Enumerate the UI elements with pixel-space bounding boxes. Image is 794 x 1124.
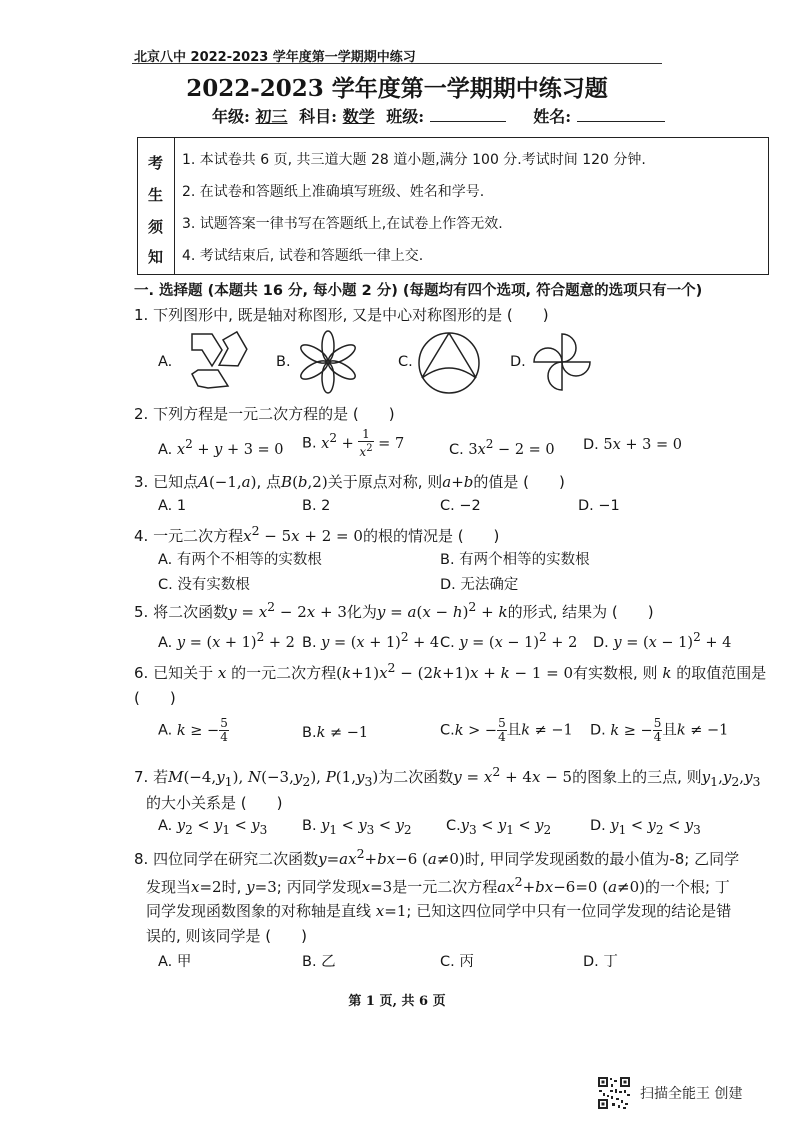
q7-option-a-label: A. — [158, 818, 173, 834]
q7-option-b: B. $y_1 < y_3 < y_2$ — [302, 818, 412, 837]
q2-option-d-label: D. — [583, 437, 599, 453]
q5-option-c-label: C. — [440, 634, 455, 651]
q6-stem-mid2: 有实数根, 则 — [573, 664, 658, 682]
q5-stem-mid: 化为 — [346, 603, 377, 621]
q8-option-c: C. 丙 — [440, 954, 474, 970]
q7-stem-mid: 为二次函数 — [378, 768, 454, 786]
q2-option-c-label: C. — [449, 441, 464, 458]
q7-stem-mid2: 的图象上的三点, 则 — [572, 768, 702, 786]
q1-figure-b-flower — [295, 329, 361, 395]
q4-option-a: A. 有两个不相等的实数根 — [158, 552, 322, 568]
q6-option-c-label: C. — [440, 722, 455, 739]
notice-side-label — [138, 138, 175, 274]
grade-value: 初三 — [255, 107, 288, 126]
notice-side-char: 须 — [148, 218, 164, 236]
q6-stem-mid: 的一元二次方程 — [231, 664, 337, 682]
q8-option-b: B. 乙 — [302, 954, 336, 970]
class-label: 班级: — [386, 107, 425, 126]
q6-option-b-label: B. — [302, 725, 317, 741]
q5-option-a-label: A. — [158, 634, 173, 651]
notice-item: 4. 考试结束后, 试卷和答题纸一律上交. — [182, 248, 424, 264]
q4-option-d: D. 无法确定 — [440, 577, 519, 593]
q4-stem-pre: 4. 一元二次方程 — [134, 527, 244, 545]
q5-option-a: A. $y = (x + 1)^2 + 2$ — [158, 630, 295, 651]
q8-line2-mid3: 是一元二次方程 — [392, 878, 498, 896]
q3-option-c: C. −2 — [440, 498, 481, 514]
q4-option-b: B. 有两个相等的实数根 — [440, 552, 590, 568]
q6-option-a-label: A. — [158, 722, 173, 739]
question-8-line3: 同学发现函数图象的对称轴是直线 x=1; 已知这四位同学中只有一位同学发现的结论是错 — [146, 902, 732, 920]
q4-stem-post: 的根的情况是 ( ) — [362, 527, 500, 545]
q8-line1-post: 时, 甲同学发现函数的最小值为-8; 乙同学 — [464, 850, 740, 868]
q8-line1-pre: 8. 四位同学在研究二次函数 — [134, 850, 319, 868]
q6-option-b: B.k ≠ −1 — [302, 725, 369, 741]
header-subtitle: 北京八中 2022-2023 学年度第一学期期中练习 — [134, 50, 416, 65]
q1-option-a-label: A. — [158, 354, 173, 370]
q2-option-b: B. $x^2$ + $\frac{1}{x^2}$ = 7 — [302, 427, 405, 459]
q5-option-b: B. $y = (x + 1)^2 + 4$ — [302, 630, 440, 651]
q1-figure-c-triquetra — [416, 330, 482, 394]
question-2-stem: 2. 下列方程是一元二次方程的是 ( ) — [134, 405, 395, 423]
q8-line3: 同学发现函数图象的对称轴是直线 — [146, 902, 372, 920]
page-title: 2022-2023 学年度第一学期期中练习题 — [186, 75, 608, 102]
notice-side-char: 考 — [148, 154, 164, 172]
q6-option-c-and: 且 — [506, 722, 522, 739]
exam-notice-box — [137, 137, 769, 275]
notice-item: 2. 在试卷和答题纸上准确填写班级、姓名和学号. — [182, 184, 485, 200]
notice-side-char: 知 — [148, 248, 164, 266]
q6-option-d-label: D. — [590, 722, 606, 739]
q8-line3-post: ; 已知这四位同学中只有一位同学发现的结论是错 — [406, 902, 732, 920]
q7-option-c: $C.y_3 < y_1 < y_2$ — [446, 818, 552, 837]
grade-label: 年级: — [212, 107, 250, 126]
q2-option-a-label: A. — [158, 441, 173, 458]
q7-option-a: A. $y_2 < y_1 < y_3$ — [158, 818, 268, 837]
question-6-stem: 6. 已知关于 x 的一元二次方程$(k+1)x^2 - (2k+1)x + k - 1 = 0$有实数根, 则 k 的取值范围是 — [134, 660, 767, 682]
q3-stem-pre: 3. 已知点 — [134, 473, 199, 491]
q1-option-c-label: C. — [398, 354, 413, 370]
q7-stem-pre: 7. 若 — [134, 768, 169, 786]
q6-stem-post: 的取值范围是 — [676, 664, 767, 682]
header-divider — [132, 63, 662, 64]
q3-stem-mid1: , 点 — [256, 473, 282, 491]
q8-line2-pre: 发现当 — [146, 878, 192, 896]
name-label: 姓名: — [533, 107, 572, 126]
q3-option-a: A. 1 — [158, 498, 187, 514]
q5-option-d: D. $y = (x - 1)^2 + 4$ — [593, 630, 732, 651]
q8-line2-mid2: ; 丙同学发现 — [276, 878, 362, 896]
q6-option-a: A. k ≥ − $\frac{5}{4}$ — [158, 716, 228, 744]
q5-stem-post: 的形式, 结果为 ( ) — [507, 603, 654, 621]
subject-value: 数学 — [342, 107, 375, 126]
q7-option-d-label: D. — [590, 818, 606, 834]
q5-option-d-label: D. — [593, 634, 609, 651]
q7-option-b-label: B. — [302, 818, 317, 834]
q2-option-c: C. $3x^2 - 2 = 0$ — [449, 437, 555, 458]
q6-answer-paren: ( ) — [134, 689, 176, 707]
question-4-stem: 4. 一元二次方程$x^2 - 5x + 2 = 0$的根的情况是 ( ) — [134, 523, 500, 545]
q1-figure-d-pinwheel — [530, 330, 594, 394]
question-7-line2: 的大小关系是 ( ) — [146, 794, 283, 812]
class-blank[interactable] — [430, 120, 506, 122]
q7-option-d: D. $y_1 < y_2 < y_3$ — [590, 818, 701, 837]
q1-option-d-label: D. — [510, 354, 526, 370]
q2-option-d: D. 5x + 3 = 0 — [583, 437, 682, 453]
q4-option-c: C. 没有实数根 — [158, 577, 250, 593]
q6-option-d: D. k ≥ − $\frac{5}{4}$ 且k ≠ −1 — [590, 716, 729, 744]
question-8-line4: 误的, 则该同学是 ( ) — [146, 927, 308, 945]
question-8-line2: 发现当x=2时, y=3; 丙同学发现x=3是一元二次方程$ax^2+bx-6=0$ (a≠0)的一个根; 丁 — [146, 874, 730, 896]
q3-stem-post: 的值是 ( ) — [473, 473, 565, 491]
q8-line2-mid: 时, — [221, 878, 242, 896]
qr-code-icon — [597, 1076, 631, 1110]
question-1-stem: 1. 下列图形中, 既是轴对称图形, 又是中心对称图形的是 ( ) — [134, 306, 549, 324]
question-3-stem: 3. 已知点A(−1,a), 点B(b,2)关于原点对称, 则a+b的值是 ( ) — [134, 473, 565, 491]
q5-option-c: C. $y = (x - 1)^2 + 2$ — [440, 630, 578, 651]
q3-stem-mid2: 关于原点对称, 则 — [327, 473, 443, 491]
question-8-line1: 8. 四位同学在研究二次函数$y=ax^2+bx-6$ (a≠0)时, 甲同学发现函数的最小值为-8; 乙同学 — [134, 846, 740, 868]
q3-option-b: B. 2 — [302, 498, 331, 514]
q1-figure-a-interlocking-shapes — [178, 330, 250, 392]
notice-item: 3. 试题答案一律书写在答题纸上,在试卷上作答无效. — [182, 216, 503, 232]
q8-option-a: A. 甲 — [158, 954, 192, 970]
subject-label: 科目: — [299, 107, 338, 126]
q5-option-b-label: B. — [302, 634, 317, 651]
name-blank[interactable] — [577, 120, 665, 122]
q2-option-a: A. $x^2 + y + 3 = 0$ — [158, 437, 284, 458]
q3-option-d: D. −1 — [578, 498, 620, 514]
question-7-stem: 7. 若$M(-4,y_1)$, $N(-3,y_2)$, $P(1,y_3)$为二次函数$y = x^2 + 4x - 5$的图象上的三点, 则$y_1,y_2,y_3$ — [134, 764, 761, 789]
q6-stem-pre: 6. 已知关于 — [134, 664, 214, 682]
question-5-stem: 5. 将二次函数$y = x^2 - 2x + 3$化为$y = a(x - h)^2 + k$的形式, 结果为 ( ) — [134, 599, 654, 621]
scanner-watermark: 扫描全能王 创建 — [640, 1086, 743, 1102]
q5-stem-pre: 5. 将二次函数 — [134, 603, 229, 621]
q6-option-c: C.k > − $\frac{5}{4}$ 且k ≠ −1 — [440, 716, 573, 744]
page-footer: 第 1 页, 共 6 页 — [348, 994, 446, 1009]
q2-option-b-label: B. — [302, 435, 317, 452]
notice-side-char: 生 — [148, 186, 164, 204]
q7-option-c-label: C. — [446, 818, 461, 834]
q6-option-d-and: 且 — [662, 722, 677, 739]
notice-item: 1. 本试卷共 6 页, 共三道大题 28 道小题,满分 100 分.考试时间 120 分钟. — [182, 152, 646, 168]
q8-option-d: D. 丁 — [583, 954, 618, 970]
meta-row — [212, 104, 665, 127]
q8-line2-post: 的一个根; 丁 — [644, 878, 730, 896]
q1-option-b-label: B. — [276, 354, 291, 370]
section-heading: 一. 选择题 (本题共 16 分, 每小题 2 分) (每题均有四个选项, 符合题意的选项只有一个) — [134, 283, 703, 299]
